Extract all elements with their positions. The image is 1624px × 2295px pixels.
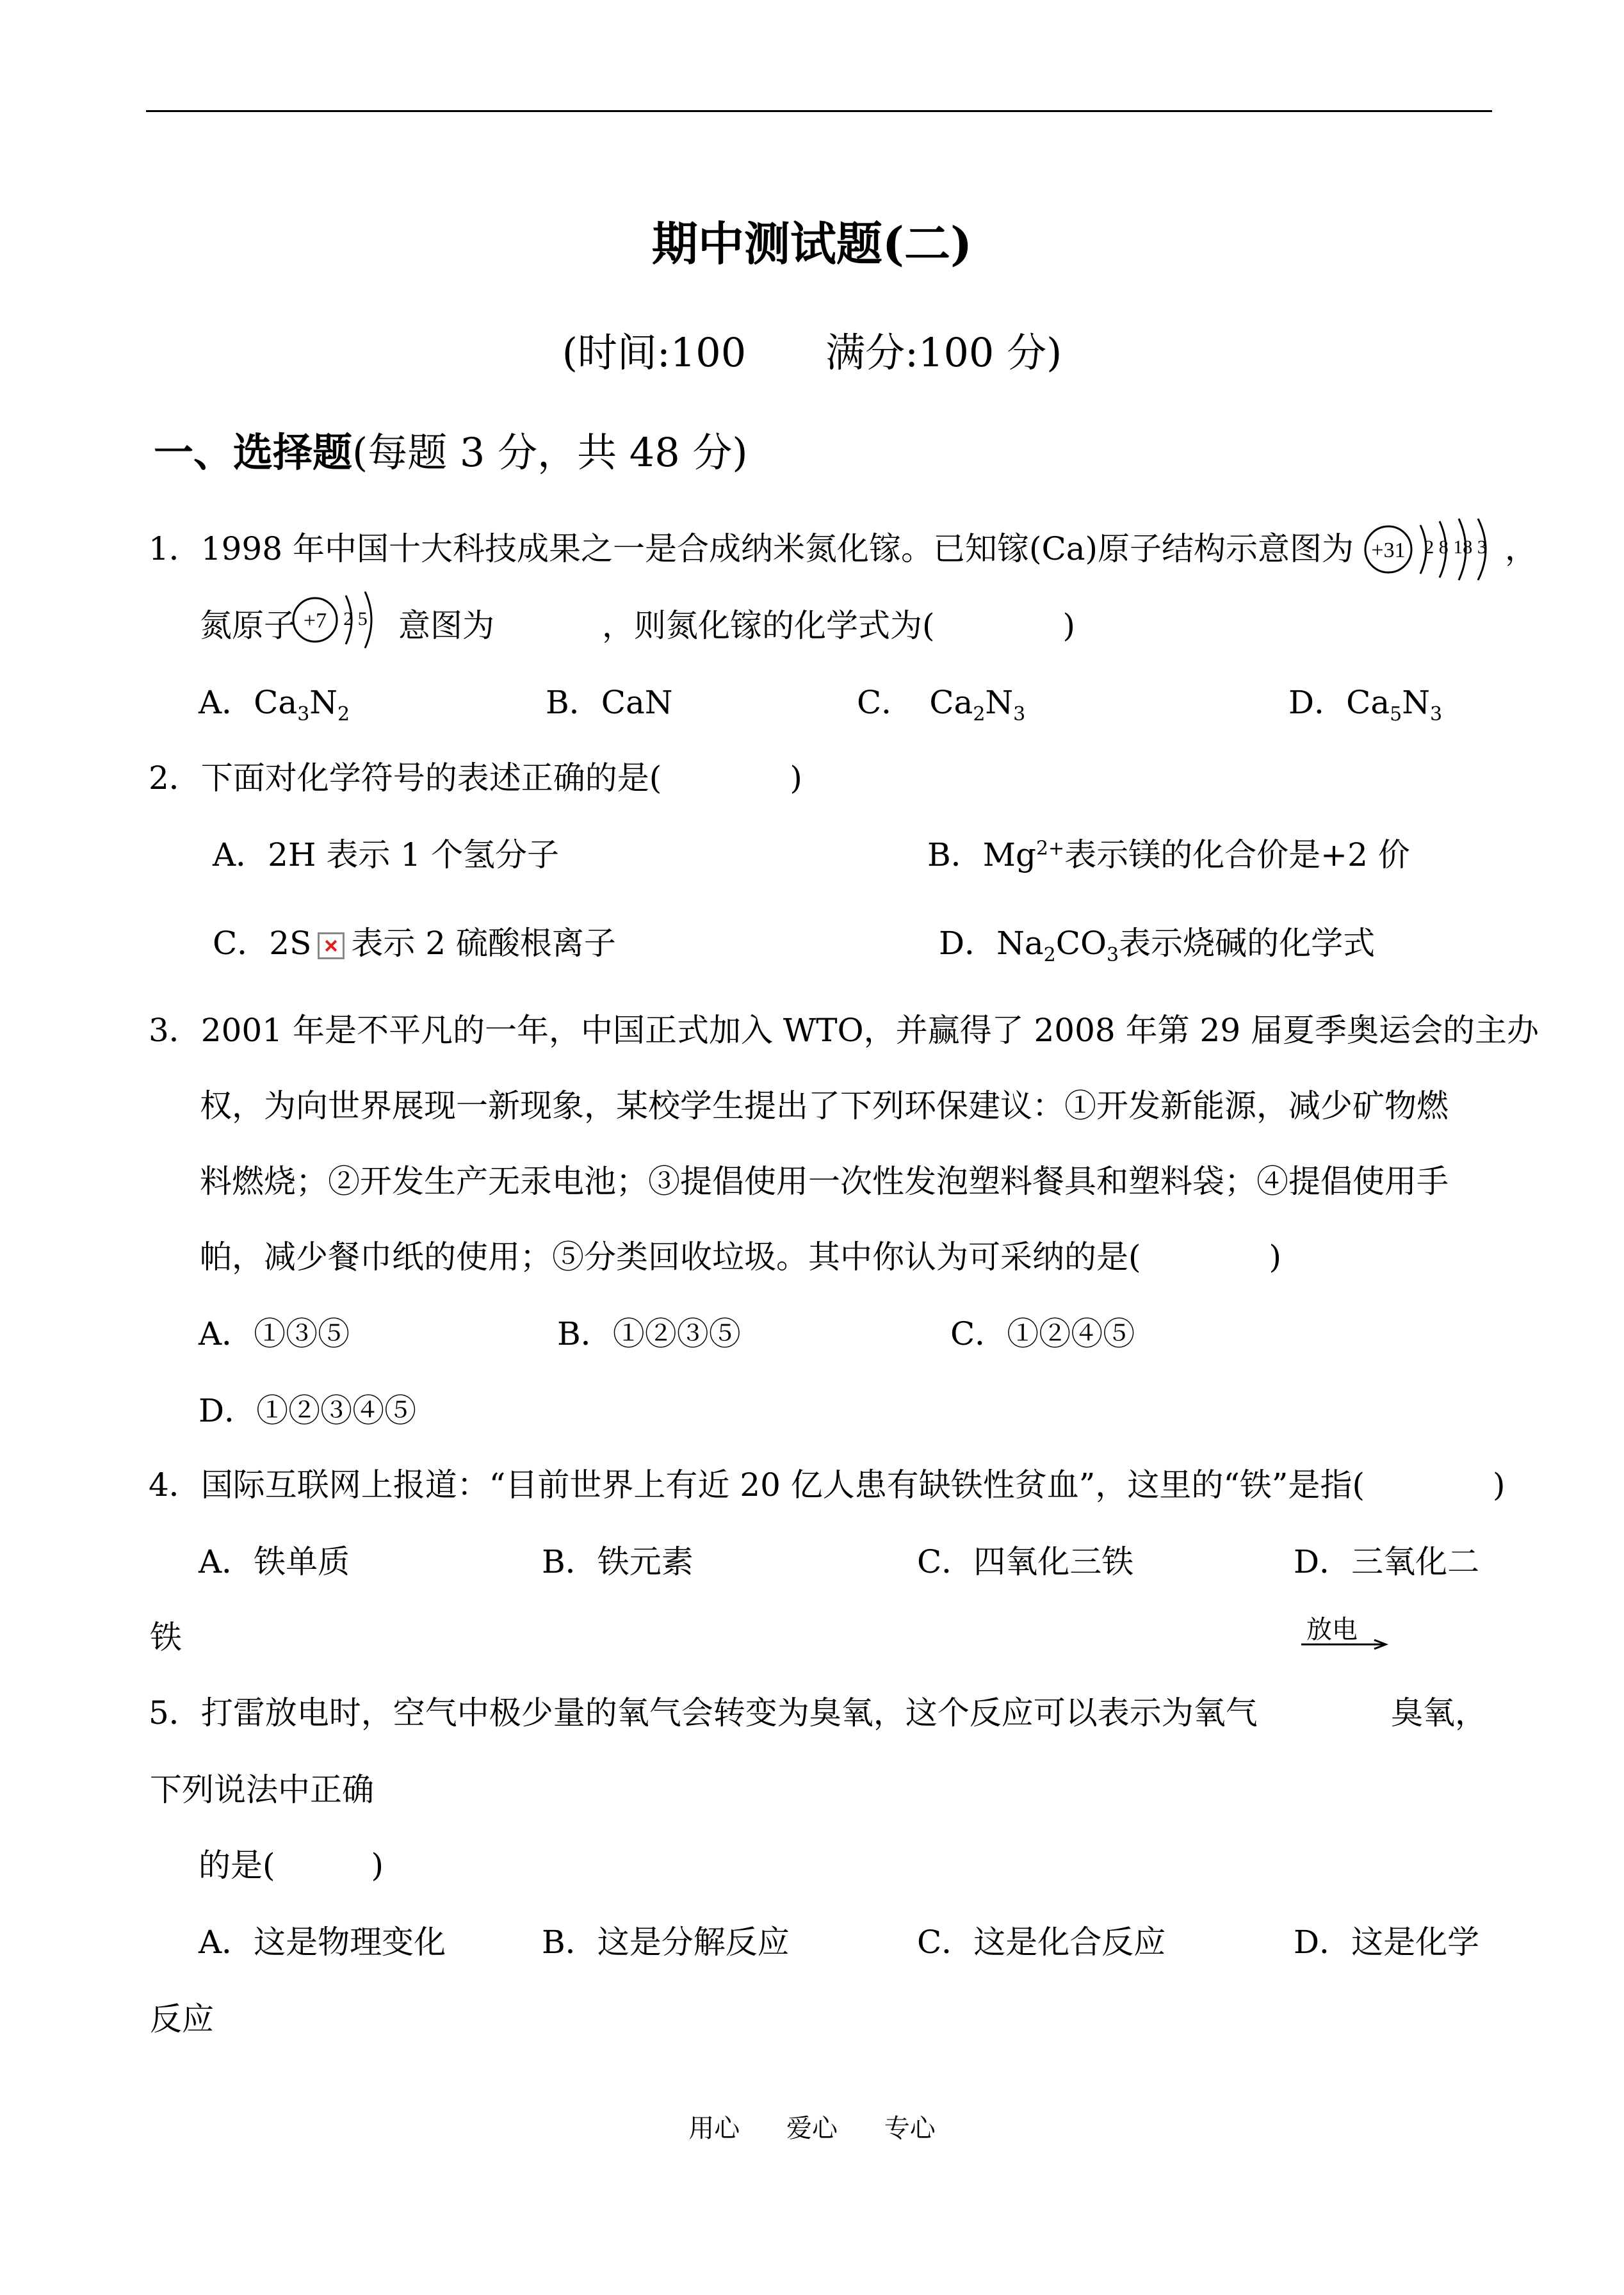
section-heading [154, 429, 748, 476]
q3-line1: 3．2001 年是不平凡的一年，中国正式加入 WTO，并赢得了 2008 年第 29 届夏季奥运会的主办 [149, 1012, 1539, 1049]
section-title: 一、选择题 [154, 429, 353, 476]
q1-line2-pre: 氮原子 [200, 607, 296, 644]
q1-line2-post: ，则氮化镓的化学式为( ) [602, 607, 1076, 644]
q5-line2: 下列说法中正确 [150, 1771, 374, 1808]
broken-image-icon [318, 932, 345, 959]
q2-stem: 2．下面对化学符号的表述正确的是( ) [149, 759, 802, 797]
q4-option-c: C．四氧化三铁 [917, 1543, 1134, 1580]
q3-line3: 料燃烧；②开发生产无汞电池；③提倡使用一次性发泡塑料餐具和塑料袋；④提倡使用手 [200, 1163, 1449, 1200]
q4-option-d-wrap: 铁 [150, 1619, 182, 1656]
q4-option-b: B．铁元素 [542, 1543, 694, 1580]
q1-line1-end: ， [1505, 530, 1537, 567]
q4-option-a: A．铁单质 [199, 1543, 350, 1580]
q1-option-a: A．$Ca_3N_2$ [199, 684, 350, 726]
q2-option-c: C．2S 表示 2 硫酸根离子 [213, 925, 616, 962]
page-footer: 用心 爱心 专心 [688, 2114, 936, 2143]
q3-option-d: D．①②③④⑤ [199, 1392, 417, 1429]
reaction-arrow-icon [1300, 1638, 1390, 1651]
q1-option-d: D．$Ca_5N_3$ [1288, 684, 1443, 726]
q1-line1: 1．1998 年中国十大科技成果之一是合成纳米氮化镓。已知镓(Ca)原子结构示意图为 [149, 530, 1354, 567]
n-nucleus-charge: +7 [303, 609, 327, 633]
q3-line4: 帕，减少餐巾纸的使用；⑤分类回收垃圾。其中你认为可采纳的是( ) [200, 1238, 1282, 1276]
q4-stem: 4．国际互联网上报道：“目前世界上有近 20 亿人患有缺铁性贫血”，这里的“铁”是指( ) [149, 1466, 1506, 1504]
q2-option-d: D．$Na_2CO_3$表示烧碱的化学式 [939, 925, 1376, 966]
q1-option-c: C． $Ca_2N_3$ [857, 684, 1026, 726]
q4-option-d: D．三氧化二 [1294, 1543, 1480, 1580]
q5-option-c: C．这是化合反应 [917, 1924, 1166, 1961]
q5-line1-post: 臭氧， [1391, 1694, 1487, 1731]
q2-option-a: A．2H 表示 1 个氢分子 [213, 836, 560, 873]
header-rule [146, 110, 1492, 112]
section-note: (每题 3 分，共 48 分) [352, 429, 748, 476]
q1-option-b: B．CaN [546, 684, 673, 721]
ga-nucleus-charge: +31 [1371, 539, 1406, 562]
page-title: 期中测试题(二) [651, 216, 973, 271]
q5-option-d: D．这是化学 [1294, 1924, 1480, 1961]
q3-line2: 权，为向世界展现一新现象，某校学生提出了下列环保建议：①开发新能源，减少矿物燃 [200, 1087, 1449, 1124]
q3-option-c: C．①②④⑤ [950, 1315, 1135, 1352]
q5-option-a: A．这是物理变化 [199, 1924, 446, 1961]
q3-option-a: A．①③⑤ [199, 1315, 350, 1352]
q5-line3: 的是( ) [199, 1847, 384, 1884]
nitrogen-atom-diagram [289, 588, 392, 658]
gallium-atom-diagram [1361, 517, 1496, 588]
reaction-condition-label: 放电 [1306, 1615, 1358, 1644]
q2-option-b: B．$Mg^{2+}$表示镁的化合价是+2 价 [927, 836, 1410, 873]
n-shell-electrons: 2 5 [343, 608, 368, 629]
q1-line2-mid: 意图为 [398, 607, 494, 644]
q5-option-b: B．这是分解反应 [542, 1924, 790, 1961]
exam-time-score: (时间:100 满分:100 分) [562, 329, 1062, 376]
q5-line1-pre: 5．打雷放电时，空气中极少量的氧气会转变为臭氧，这个反应可以表示为氧气 [149, 1694, 1258, 1731]
q5-option-d-wrap: 反应 [150, 2000, 214, 2038]
q3-option-b: B．①②③⑤ [557, 1315, 741, 1352]
ga-shell-electrons: 2 8 18 3 [1424, 537, 1487, 558]
